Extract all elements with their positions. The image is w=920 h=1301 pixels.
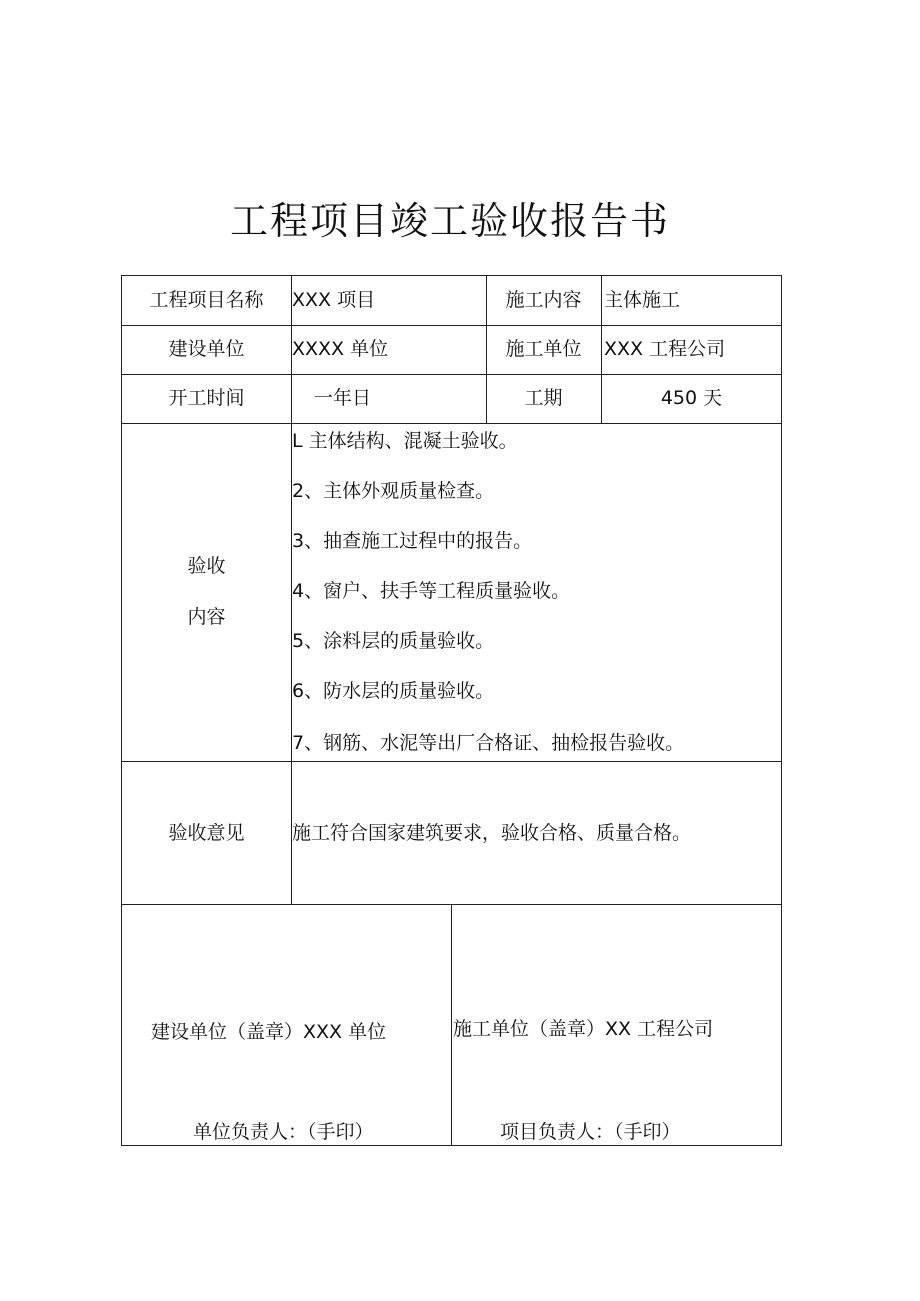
- owner-unit-value: XXXX 单位: [292, 338, 389, 360]
- document-title: 工程项目竣工验收报告书: [229, 199, 670, 243]
- construction-content-label: 施工内容: [505, 289, 582, 311]
- acceptance-item: 2、主体外观质量检查。: [292, 480, 495, 502]
- duration-value: 450 天: [660, 387, 723, 409]
- acceptance-opinion-label: 验收意见: [168, 822, 245, 844]
- owner-responsible: 单位负责人：（手印）: [193, 1121, 374, 1143]
- acceptance-opinion-text: 施工符合国家建筑要求，验收合格、质量合格。: [292, 822, 692, 844]
- contractor-label: 施工单位: [505, 338, 582, 360]
- owner-seal: 建设单位（盖章）XXX 单位: [151, 1021, 387, 1043]
- row-divider: [122, 325, 781, 326]
- acceptance-item: 6、防水层的质量验收。: [292, 680, 495, 702]
- acceptance-content-label-line2: 内容: [187, 606, 226, 628]
- contractor-seal: 施工单位（盖章）XX 工程公司: [453, 1018, 714, 1040]
- duration-label: 工期: [524, 387, 563, 409]
- acceptance-content-label-line1: 验收: [187, 555, 226, 577]
- construction-content-value: 主体施工: [604, 289, 681, 311]
- project-responsible: 项目负责人：（手印）: [500, 1121, 681, 1143]
- row-divider: [122, 423, 781, 424]
- start-date-label: 开工时间: [168, 387, 245, 409]
- project-name-value: XXX 项目: [292, 289, 376, 311]
- acceptance-item: 5、涂料层的质量验收。: [292, 630, 495, 652]
- row-divider: [122, 761, 781, 762]
- contractor-value: XXX 工程公司: [604, 338, 726, 360]
- acceptance-item: 7、钢筋、水泥等出厂合格证、抽检报告验收。: [292, 732, 685, 754]
- project-name-label: 工程项目名称: [149, 289, 264, 311]
- row-divider: [122, 374, 781, 375]
- acceptance-item: 3、抽查施工过程中的报告。: [292, 530, 533, 552]
- column-divider: [451, 904, 452, 1146]
- owner-unit-label: 建设单位: [168, 338, 245, 360]
- acceptance-item: 4、窗户、扶手等工程质量验收。: [292, 580, 571, 602]
- start-date-value: 一年日: [314, 387, 372, 409]
- acceptance-item: L 主体结构、混凝土验收。: [292, 430, 518, 452]
